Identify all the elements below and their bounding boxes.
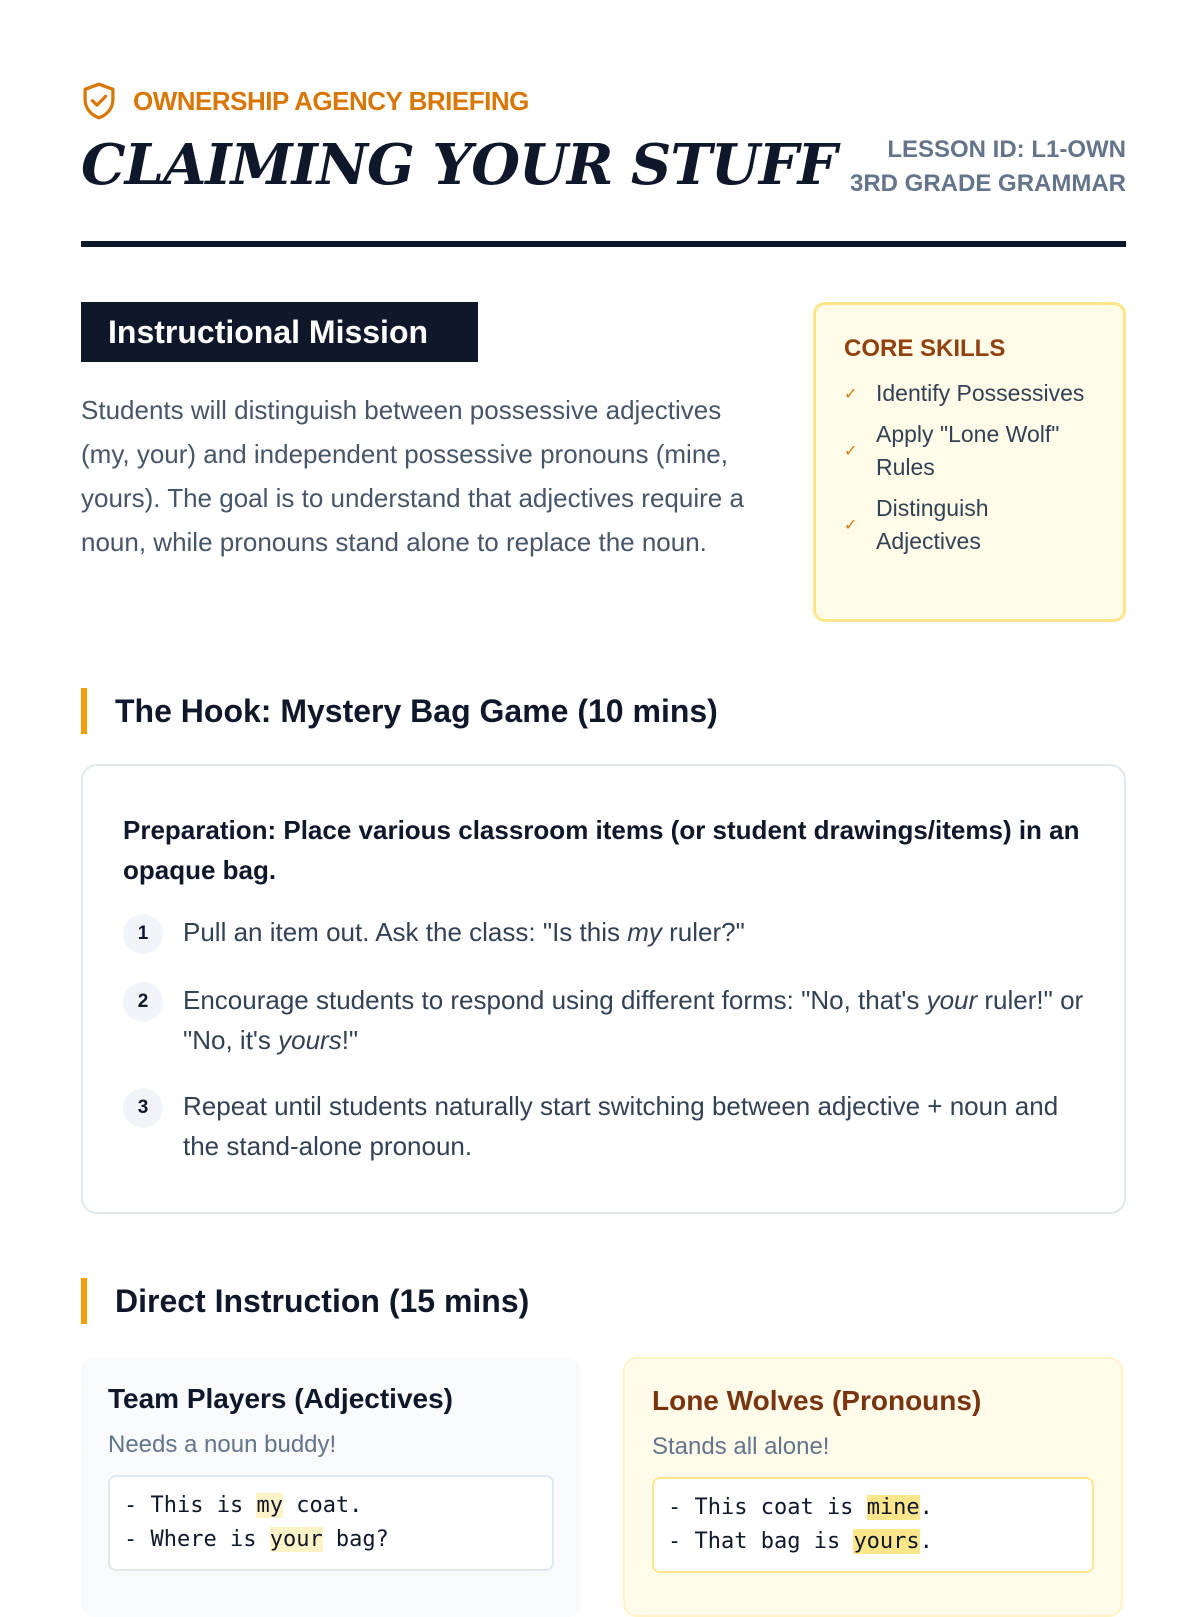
step-number: 3	[123, 1088, 163, 1128]
step-number: 2	[123, 982, 163, 1022]
accent-bar	[81, 688, 87, 734]
hook-card	[81, 764, 1126, 1214]
accent-bar	[81, 1278, 87, 1324]
skill-label: Identify Possessives	[876, 380, 1085, 406]
core-skills-box	[813, 302, 1126, 622]
instruction-heading: Direct Instruction (15 mins)	[115, 1282, 530, 1319]
hook-section-heading	[81, 688, 718, 734]
check-icon: ✓	[844, 385, 858, 403]
skill-item	[844, 418, 1095, 484]
skill-item	[844, 377, 1095, 410]
lesson-id: LESSON ID: L1-OWN	[887, 136, 1126, 163]
skill-label: Distinguish Adjectives	[876, 495, 989, 554]
step-number: 1	[123, 914, 163, 954]
example-line: - This is my coat.	[124, 1493, 363, 1518]
page-title: CLAIMING YOUR STUFF	[81, 132, 837, 198]
core-skills-title: CORE SKILLS	[844, 335, 1006, 362]
example-line: - This coat is mine.	[668, 1495, 933, 1520]
team-players-subtitle: Needs a noun buddy!	[108, 1431, 337, 1458]
example-line: - Where is your bag?	[124, 1527, 389, 1552]
lone-wolves-title: Lone Wolves (Pronouns)	[652, 1385, 982, 1416]
step-text: Repeat until students naturally start switching between adjective + noun and the stand-alone pronoun.	[183, 1091, 1059, 1161]
check-icon: ✓	[844, 443, 858, 460]
lone-wolves-subtitle: Stands all alone!	[652, 1433, 830, 1460]
header-divider	[81, 241, 1126, 247]
team-players-examples	[108, 1475, 554, 1571]
mission-text: Students will distinguish between possessive adjectives (my, your) and independent possessive pronouns (mine, yours). The goal is to understand that adjectives require a noun, while pronouns stand alone to replace the noun.	[81, 395, 744, 557]
mission-heading: Instructional Mission	[81, 302, 478, 362]
skill-label: Apply "Lone Wolf" Rules	[876, 421, 1060, 480]
skill-item	[844, 492, 1095, 558]
shield-check-icon	[81, 82, 117, 120]
lesson-meta	[850, 133, 1126, 201]
grade-label: 3RD GRADE GRAMMAR	[850, 170, 1126, 197]
example-line: - That bag is yours.	[668, 1529, 933, 1554]
eyebrow-label: OWNERSHIP AGENCY BRIEFING	[133, 85, 529, 116]
step-item	[123, 912, 1084, 954]
hook-heading: The Hook: Mystery Bag Game (10 mins)	[115, 692, 718, 729]
check-icon: ✓	[844, 517, 858, 534]
instruction-section-heading	[81, 1278, 529, 1324]
lone-wolves-card	[623, 1357, 1123, 1617]
step-text: Pull an item out. Ask the class: "Is this my ruler?"	[183, 917, 745, 947]
step-item	[123, 980, 1084, 1060]
lone-wolves-examples	[652, 1477, 1094, 1573]
step-text: Encourage students to respond using different forms: "No, that's your ruler!" or "No, it's yours!"	[183, 985, 1084, 1055]
step-item	[123, 1086, 1084, 1166]
preparation-text: Preparation: Place various classroom items (or student drawings/items) in an opaque bag.	[123, 815, 1080, 885]
team-players-card	[81, 1357, 581, 1617]
eyebrow	[81, 82, 529, 120]
team-players-title: Team Players (Adjectives)	[108, 1383, 453, 1414]
